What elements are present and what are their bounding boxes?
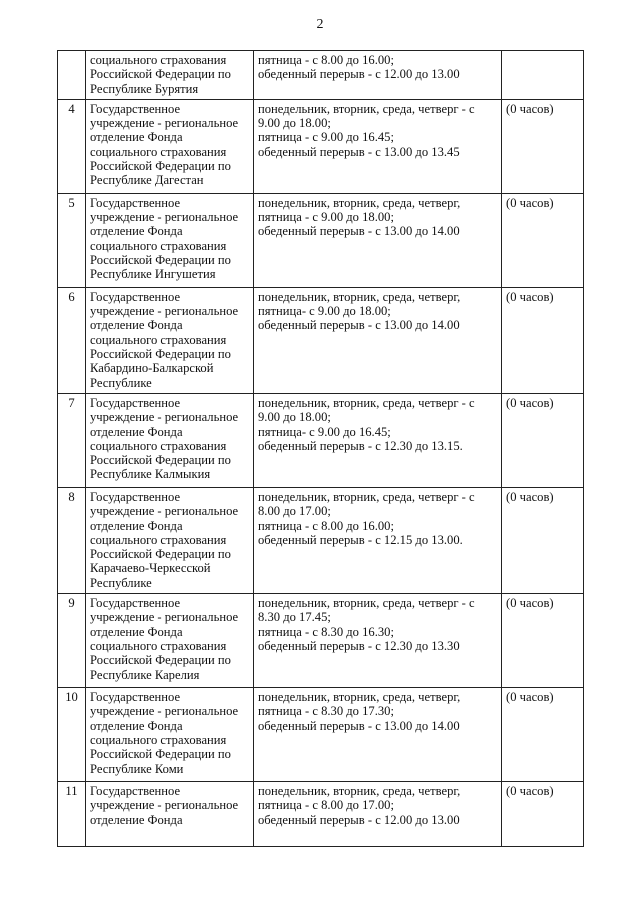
organization-cell [86, 99, 254, 193]
organization-cell [86, 782, 254, 847]
table-row [58, 688, 584, 782]
table-row [58, 782, 584, 847]
organization-line: Государственное [90, 195, 181, 210]
organization-line: социального страхования [90, 532, 227, 547]
organization-cell [86, 487, 254, 593]
schedule-line: понедельник, вторник, среда, четверг, [258, 784, 461, 799]
row-number: 9 [58, 594, 86, 688]
organization-line: социального страхования [90, 238, 227, 253]
hours-note: (0 часов) [502, 393, 584, 487]
schedule-line: обеденный перерыв - с 13.00 до 14.00 [258, 224, 460, 239]
organization-line: учреждение - региональное [90, 116, 239, 131]
hours-note: (0 часов) [502, 99, 584, 193]
organization-line: отделение Фонда [90, 318, 183, 333]
organization-line: Государственное [90, 690, 181, 705]
schedule-line: 9.00 до 18.00; [258, 410, 331, 425]
schedule-line: обеденный перерыв - с 12.30 до 13.30 [258, 638, 460, 653]
schedule-cell [254, 193, 502, 287]
page-number: 2 [316, 17, 324, 32]
organization-line: Республике Бурятия [90, 81, 199, 96]
organization-line: Российской Федерации по [90, 159, 231, 174]
organization-line: учреждение - региональное [90, 704, 239, 719]
schedule-cell [254, 688, 502, 782]
row-number: 4 [58, 99, 86, 193]
organization-line: Российской Федерации по [90, 547, 231, 562]
schedule-line: пятница - с 8.00 до 16.00; [258, 53, 394, 67]
schedule-line: пятница - с 9.00 до 16.45; [258, 130, 394, 145]
organization-cell [86, 287, 254, 393]
organization-line: социального страхования [90, 732, 227, 747]
organization-line: Государственное [90, 395, 181, 410]
organization-line: Республике [90, 375, 152, 390]
schedule-cell [254, 594, 502, 688]
organization-line: социального страхования [90, 332, 227, 347]
row-number: 6 [58, 287, 86, 393]
row-number [58, 51, 86, 100]
hours-note: (0 часов) [502, 487, 584, 593]
hours-note [502, 51, 584, 100]
organization-cell [86, 51, 254, 100]
row-number: 5 [58, 193, 86, 287]
organization-line: отделение Фонда [90, 812, 183, 827]
schedule-line: 8.30 до 17.45; [258, 610, 331, 625]
organization-line: Карачаево-Черкесской [90, 561, 211, 576]
organization-line: Российской Федерации по [90, 453, 231, 468]
hours-note: (0 часов) [502, 688, 584, 782]
organization-line: Республике Калмыкия [90, 467, 211, 482]
row-number: 8 [58, 487, 86, 593]
organization-line: социального страхования [90, 638, 227, 653]
schedule-line: обеденный перерыв - с 12.00 до 13.00 [258, 812, 460, 827]
organization-cell [86, 594, 254, 688]
hours-note: (0 часов) [502, 594, 584, 688]
row-number: 10 [58, 688, 86, 782]
schedule-line: понедельник, вторник, среда, четверг - с [258, 101, 475, 116]
schedule-line: 9.00 до 18.00; [258, 116, 331, 131]
organization-line: Государственное [90, 101, 181, 116]
schedule-table-body [58, 51, 584, 847]
table-row [58, 393, 584, 487]
organization-line: отделение Фонда [90, 718, 183, 733]
organization-line: отделение Фонда [90, 518, 183, 533]
organization-line: учреждение - региональное [90, 610, 239, 625]
schedule-line: понедельник, вторник, среда, четверг - с [258, 489, 475, 504]
organization-cell [86, 688, 254, 782]
organization-line: социального страхования [90, 438, 227, 453]
schedule-line: пятница - с 8.30 до 17.30; [258, 704, 394, 719]
organization-line: Российской Федерации по [90, 653, 231, 668]
schedule-line: пятница- с 9.00 до 16.45; [258, 424, 391, 439]
schedule-cell [254, 487, 502, 593]
organization-line: Государственное [90, 784, 181, 799]
schedule-line: обеденный перерыв - с 12.00 до 13.00 [258, 67, 460, 82]
organization-line: Государственное [90, 489, 181, 504]
schedule-line: обеденный перерыв - с 12.15 до 13.00. [258, 532, 463, 547]
organization-line: Кабардино-Балкарской [90, 361, 214, 376]
schedule-cell [254, 51, 502, 100]
table-row [58, 487, 584, 593]
schedule-line: понедельник, вторник, среда, четверг, [258, 690, 461, 705]
organization-line: Республике [90, 575, 152, 590]
hours-note: (0 часов) [502, 193, 584, 287]
schedule-line: понедельник, вторник, среда, четверг - с [258, 596, 475, 611]
schedule-cell [254, 782, 502, 847]
organization-line: социального страхования [90, 53, 227, 67]
table-row [58, 594, 584, 688]
organization-line: Российской Федерации по [90, 747, 231, 762]
organization-line: Российской Федерации по [90, 253, 231, 268]
table-row [58, 193, 584, 287]
schedule-table [57, 50, 584, 847]
row-number: 7 [58, 393, 86, 487]
schedule-line: обеденный перерыв - с 13.00 до 14.00 [258, 318, 460, 333]
organization-cell [86, 393, 254, 487]
table-row [58, 99, 584, 193]
schedule-cell [254, 393, 502, 487]
organization-line: отделение Фонда [90, 130, 183, 145]
organization-line: Республике Коми [90, 761, 184, 776]
organization-line: Республике Карелия [90, 667, 200, 682]
table-row [58, 51, 584, 100]
organization-line: учреждение - региональное [90, 798, 239, 813]
organization-line: Государственное [90, 596, 181, 611]
organization-line: Республике Дагестан [90, 173, 204, 188]
schedule-cell [254, 287, 502, 393]
organization-line: учреждение - региональное [90, 210, 239, 225]
schedule-line: пятница - с 8.30 до 16.30; [258, 624, 394, 639]
organization-line: учреждение - региональное [90, 304, 239, 319]
schedule-line: обеденный перерыв - с 13.00 до 14.00 [258, 718, 460, 733]
hours-note: (0 часов) [502, 287, 584, 393]
schedule-line: пятница - с 9.00 до 18.00; [258, 210, 394, 225]
organization-line: отделение Фонда [90, 424, 183, 439]
schedule-cell [254, 99, 502, 193]
organization-line: Государственное [90, 289, 181, 304]
table-row [58, 287, 584, 393]
schedule-line: понедельник, вторник, среда, четверг, [258, 289, 461, 304]
organization-line: Республике Ингушетия [90, 267, 216, 282]
organization-line: отделение Фонда [90, 624, 183, 639]
schedule-line: пятница - с 8.00 до 17.00; [258, 798, 394, 813]
schedule-line: пятница - с 8.00 до 16.00; [258, 518, 394, 533]
organization-line: учреждение - региональное [90, 504, 239, 519]
organization-cell [86, 193, 254, 287]
organization-line: социального страхования [90, 144, 227, 159]
organization-line: учреждение - региональное [90, 410, 239, 425]
schedule-line: 8.00 до 17.00; [258, 504, 331, 519]
hours-note: (0 часов) [502, 782, 584, 847]
schedule-line: пятница- с 9.00 до 18.00; [258, 304, 391, 319]
organization-line: отделение Фонда [90, 224, 183, 239]
schedule-line: понедельник, вторник, среда, четверг, [258, 195, 461, 210]
row-number: 11 [58, 782, 86, 847]
schedule-line: обеденный перерыв - с 12.30 до 13.15. [258, 438, 463, 453]
organization-line: Российской Федерации по [90, 347, 231, 362]
schedule-line: понедельник, вторник, среда, четверг - с [258, 395, 475, 410]
schedule-line: обеденный перерыв - с 13.00 до 13.45 [258, 144, 460, 159]
organization-line: Российской Федерации по [90, 67, 231, 82]
